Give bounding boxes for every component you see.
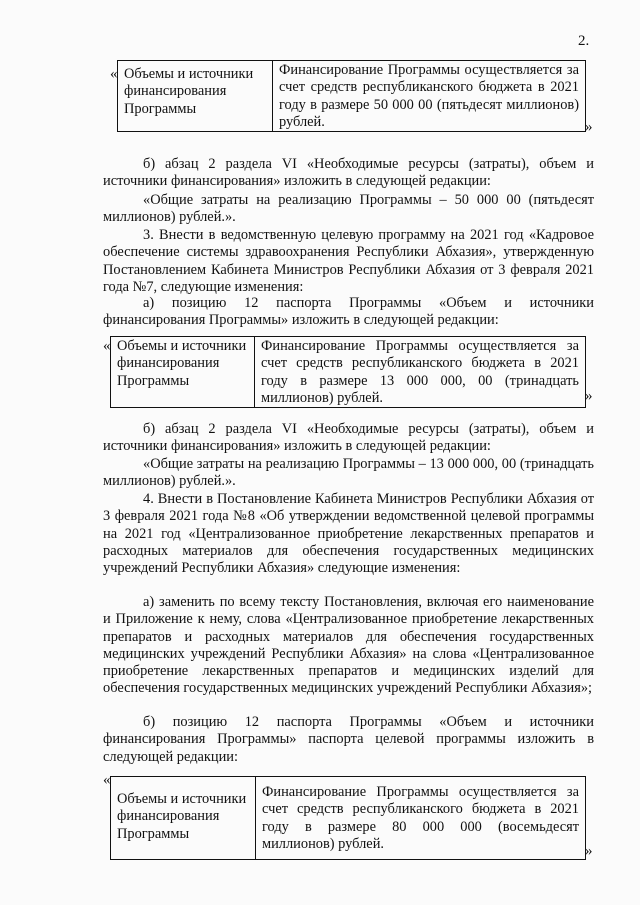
paragraph-4b: б) позицию 12 паспорта Программы «Объем и источники финансирования Программы» паспорта целевой программы изложить в следующей редакции:: [103, 714, 594, 765]
paragraph-total-1: «Общие затраты на реализацию Программы – 50 000 00 (пятьдесят миллионов) рублей.».: [103, 192, 594, 226]
paragraph-item-4: 4. Внести в Постановление Кабинета Министров Республики Абхазия от 3 февраля 2021 года №8 «Об утверждении ведомственной целевой программы на 2021 год «Централизованное приобретение лекарственных препаратов и расходных материалов для обеспечения государственных медицинских учреждений Республики Абхазия» следующие изменения:: [103, 491, 594, 577]
table2-left-cell: [111, 337, 255, 408]
open-quote-2: «: [103, 338, 111, 354]
table3-right-text: Финансирование Программы осуществляется за счет средств республиканского бюджета в 2021 году в размере 80 000 000 (восемьдесят миллионов) рублей.: [262, 784, 579, 852]
close-quote-2: »: [585, 388, 593, 404]
table3-left-text: Объемы и источники финансирования Программы: [117, 791, 247, 842]
table1-left-cell: [118, 61, 273, 132]
open-quote-3: «: [103, 772, 111, 788]
table1-left-text: Объемы и источники финансирования Программы: [124, 66, 254, 117]
table3-left-cell: [111, 777, 256, 860]
open-quote-1: «: [110, 66, 118, 82]
paragraph-item-3: 3. Внести в ведомственную целевую программу на 2021 год «Кадровое обеспечение системы здравоохранения Республики Абхазия», утвержденную Постановлением Кабинета Министров Республики Абхазия от 3 февраля 2021 года №7, следующие изменения:: [103, 227, 594, 295]
table2-left-text: Объемы и источники финансирования Программы: [117, 338, 247, 389]
table3-right-cell: [256, 777, 586, 860]
paragraph-4a: а) заменить по всему тексту Постановления, включая его наименование и Приложение к нему, слова «Централизованное приобретение лекарственных препаратов и расходных материалов для обеспечения государственных медицинских учреждений Республики Абхазия» на слова «Централизованное приобретение лекарственных препаратов и медицинских изделий для обеспечения государственных медицинских учреждений Республики Абхазия»;: [103, 594, 594, 697]
page-number: 2.: [578, 33, 590, 49]
close-quote-1: »: [585, 119, 593, 135]
table1-right-text: Финансирование Программы осуществляется за счет средств республиканского бюджета в 2021 году в размере 50 000 00 (пятьдесят миллионов) рублей.: [279, 62, 579, 130]
table2-right-text: Финансирование Программы осуществляется за счет средств республиканского бюджета в 2021 году в размере 13 000 000, 00 (тринадцать миллионов) рублей.: [261, 338, 579, 406]
paragraph-total-2: «Общие затраты на реализацию Программы – 13 000 000, 00 (тринадцать миллионов) рублей.».: [103, 456, 594, 490]
passport-table-2: [110, 336, 586, 408]
passport-table-3: [110, 776, 586, 860]
table1-right-cell: [273, 61, 586, 132]
close-quote-3: »: [585, 843, 593, 859]
passport-table-1: [117, 60, 586, 132]
paragraph-3a: а) позицию 12 паспорта Программы «Объем и источники финансирования Программы» изложить в следующей редакции:: [103, 295, 594, 329]
paragraph-6b-1: б) абзац 2 раздела VI «Необходимые ресурсы (затраты), объем и источники финансирования» изложить в следующей редакции:: [103, 156, 594, 190]
paragraph-6b-2: б) абзац 2 раздела VI «Необходимые ресурсы (затраты), объем и источники финансирования» изложить в следующей редакции:: [103, 421, 594, 455]
table2-right-cell: [255, 337, 586, 408]
